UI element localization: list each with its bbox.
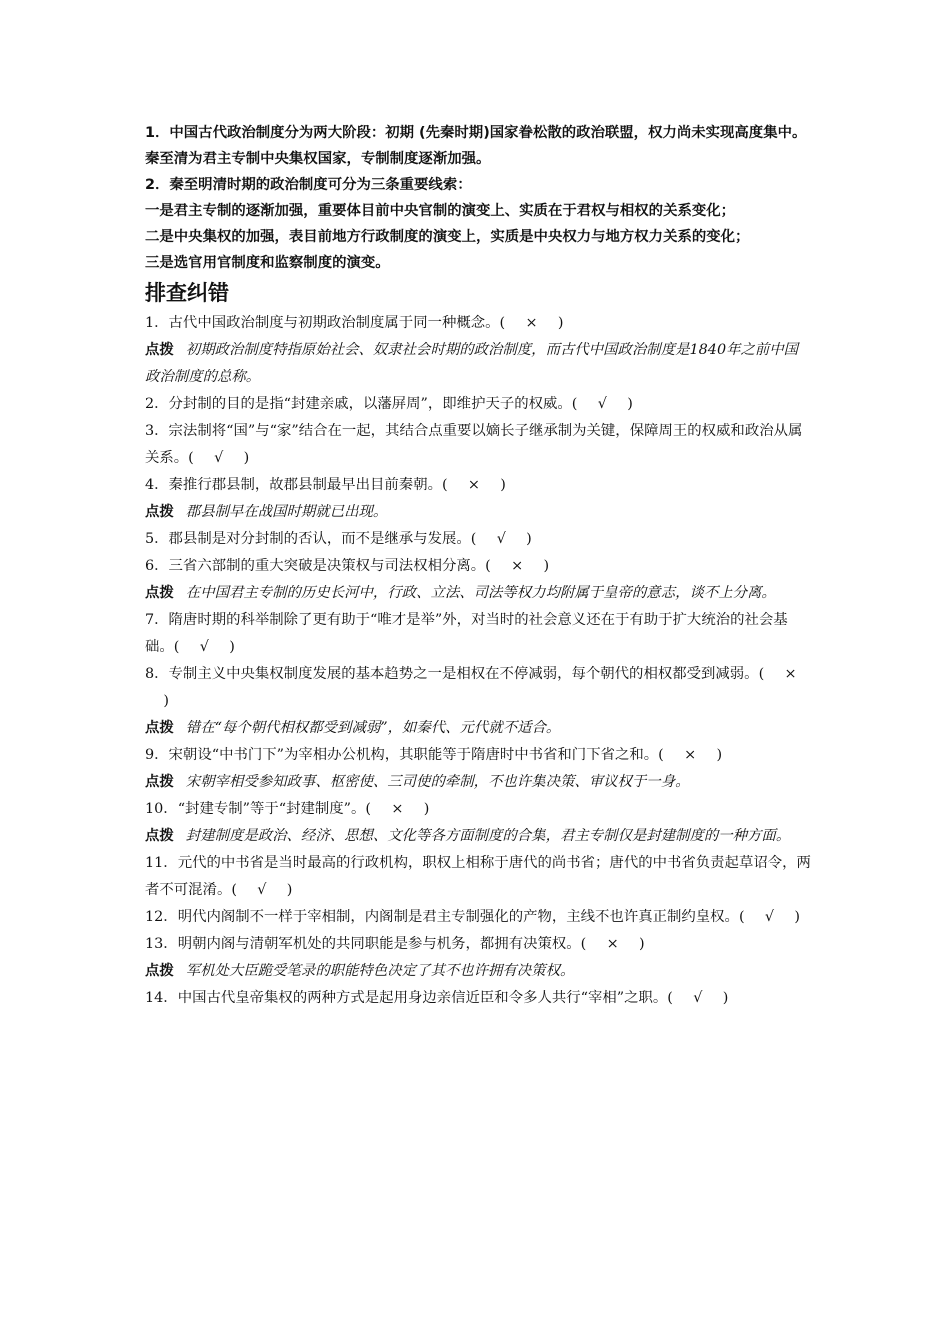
hint-13: 点拨 军机处大臣跪受笔录的职能特色决定了其不也许拥有决策权。 (145, 963, 575, 979)
answer-mark: √ (496, 531, 506, 547)
question-2: 2．分封制的目的是指“封建亲戚，以藩屏周”，即维护天子的权威。( √ ) (145, 391, 811, 418)
answer-mark: × (511, 558, 524, 574)
question-9: 9．宋朝设“中书门下”为宰相办公机构，其职能等于隋唐时中书省和门下省之和。( × ) (145, 742, 811, 769)
question-14: 14．中国古代皇帝集权的两种方式是起用身边亲信近臣和令多人共行“宰相”之职。( √ ) (145, 985, 811, 1012)
hint-10: 点拨 封建制度是政治、经济、思想、文化等各方面制度的合集，君主专制仅是封建制度的一种方面。 (145, 828, 791, 844)
question-10: 10．“封建专制”等于“封建制度”。( × ) (145, 796, 811, 823)
summary-point-1: 1．中国古代政治制度分为两大阶段：初期 (先秦时期)国家眷松散的政治联盟，权力尚未实现高度集中。秦至清为君主专制中央集权国家，专制制度逐渐加强。 (145, 125, 807, 167)
question-6: 6．三省六部制的重大突破是决策权与司法权相分离。( × ) (145, 553, 811, 580)
question-11: 11．元代的中书省是当时最高的行政机构，职权上相称于唐代的尚书省；唐代的中书省负责起草诏令，两者不可混淆。( √ ) (145, 850, 811, 904)
hint-1: 点拨 初期政治制度特指原始社会、奴隶社会时期的政治制度，而古代中国政治制度是1840年之前中国政治制度的总称。 (145, 342, 799, 385)
hint-9: 点拨 宋朝宰相受参知政事、枢密使、三司使的牵制，不也许集决策、审议权于一身。 (145, 774, 690, 790)
hint-label: 点拨 (145, 828, 174, 844)
answer-mark: √ (214, 450, 224, 466)
hint-label: 点拨 (145, 504, 174, 520)
hint-label: 点拨 (145, 963, 174, 979)
summary-line-2: 二是中央集权的加强，表目前地方行政制度的演变上，实质是中央权力与地方权力关系的变化； (145, 229, 750, 245)
hint-label: 点拨 (145, 774, 174, 790)
answer-mark: × (467, 477, 480, 493)
question-12: 12．明代内阁制不一样于宰相制，内阁制是君主专制强化的产物，主线不也许真正制约皇权。( √ ) (145, 904, 811, 931)
hint-8: 点拨 错在“每个朝代相权都受到减弱”，如秦代、元代就不适合。 (145, 720, 561, 736)
answer-mark: × (784, 666, 797, 682)
hint-label: 点拨 (145, 585, 174, 601)
answer-mark: √ (764, 909, 775, 925)
question-4: 4．秦推行郡县制，故郡县制最早出目前秦朝。( × ) (145, 472, 811, 499)
answer-mark: × (606, 936, 619, 952)
answer-mark: √ (257, 882, 267, 898)
hint-6: 点拨 在中国君主专制的历史长河中，行政、立法、司法等权力均附属于皇帝的意志，谈不上分离。 (145, 585, 776, 601)
question-list (145, 310, 811, 1012)
answer-mark: √ (597, 396, 607, 412)
question-8: 8．专制主义中央集权制度发展的基本趋势之一是相权在不停减弱，每个朝代的相权都受到减弱。( × ) (145, 661, 811, 715)
section-title: 排查纠错 (145, 281, 229, 305)
hint-label: 点拨 (145, 720, 174, 736)
hint-label: 点拨 (145, 342, 174, 358)
answer-mark: √ (693, 990, 703, 1006)
summary-section (145, 120, 811, 276)
question-13: 13．明朝内阁与清朝军机处的共同职能是参与机务，都拥有决策权。( × ) (145, 931, 811, 958)
question-1: 1．古代中国政治制度与初期政治制度属于同一种概念。( × ) (145, 310, 811, 337)
summary-point-2: 2．秦至明清时期的政治制度可分为三条重要线索： (145, 177, 472, 193)
summary-line-1: 一是君主专制的逐渐加强，重要体目前中央官制的演变上、实质在于君权与相权的关系变化； (145, 203, 736, 219)
answer-mark: × (684, 747, 697, 763)
question-7: 7．隋唐时期的科举制除了更有助于“唯才是举”外，对当时的社会意义还在于有助于扩大统治的社会基础。( √ ) (145, 607, 811, 661)
answer-mark: × (525, 315, 538, 331)
answer-mark: √ (199, 639, 209, 655)
question-5: 5．郡县制是对分封制的否认，而不是继承与发展。( √ ) (145, 526, 811, 553)
question-3: 3．宗法制将“国”与“家”结合在一起，其结合点重要以嫡长子继承制为关键，保障周王的权威和政治从属关系。( √ ) (145, 418, 811, 472)
answer-mark: × (391, 801, 404, 817)
summary-line-3: 三是选官用官制度和监察制度的演变。 (145, 255, 390, 271)
hint-4: 点拨 郡县制早在战国时期就已出现。 (145, 504, 388, 520)
document-page (145, 120, 811, 1012)
